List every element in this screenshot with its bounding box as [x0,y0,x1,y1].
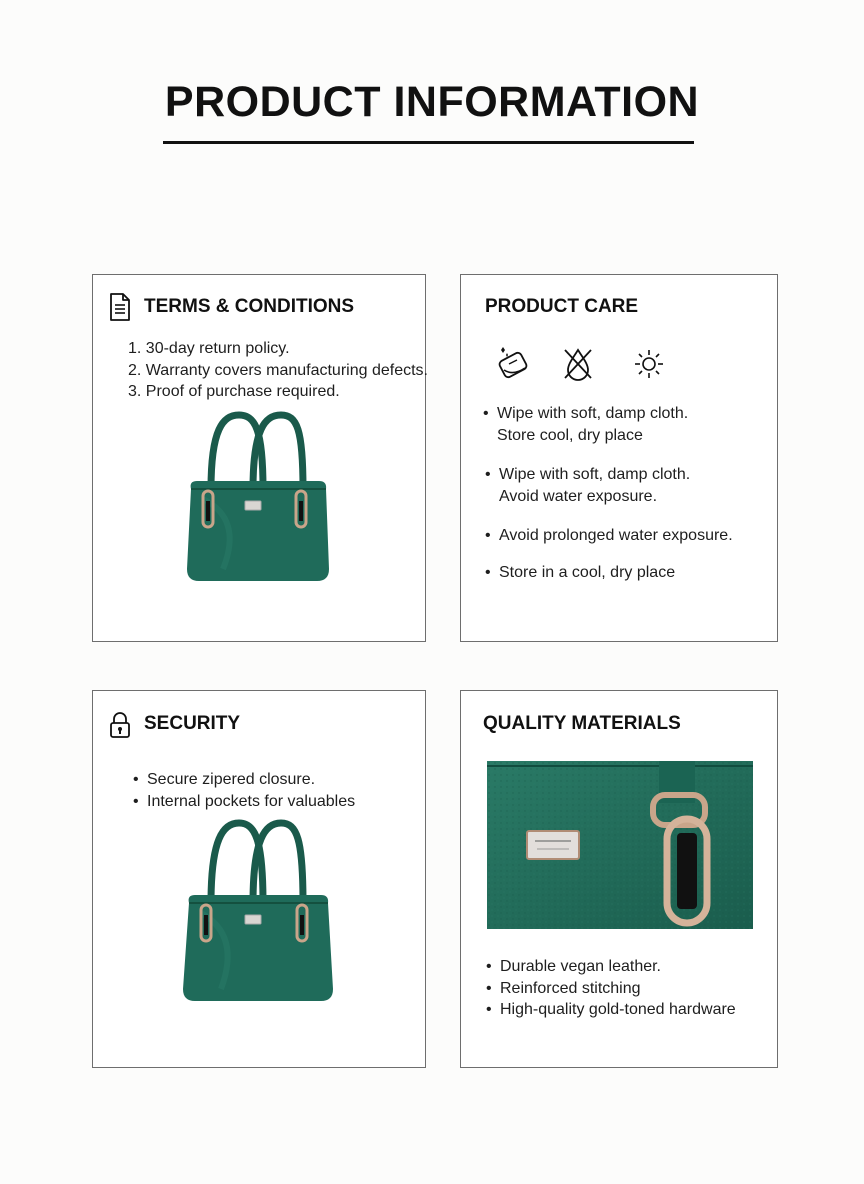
terms-card [92,274,426,642]
handbag-image [183,409,333,584]
care-item-line: Wipe with soft, damp cloth. [499,466,691,483]
security-list [133,769,355,812]
list-item: 1. 30-day return policy. [128,340,290,357]
care-item-line: Wipe with soft, damp cloth. [497,405,689,422]
care-item-1: • Wipe with soft, damp cloth. Store cool, dry place [483,403,688,447]
materials-card [460,690,778,1068]
leather-closeup-image [487,761,753,929]
care-item-line: Store in a cool, dry place [499,564,676,581]
care-title: PRODUCT CARE [485,296,639,317]
lock-icon [109,711,131,739]
care-card [460,274,778,642]
page-title: PRODUCT INFORMATION [164,78,700,126]
care-item-line: Avoid prolonged water exposure. [499,527,733,544]
materials-title: QUALITY MATERIALS [483,713,681,734]
materials-list [486,956,736,1021]
care-item-2: • Wipe with soft, damp cloth. Avoid water exposure. [485,464,690,508]
care-item-line: Store cool, dry place [497,427,643,444]
care-item-4: • Store in a cool, dry place [485,564,676,581]
list-item: • Reinforced stitching [486,979,641,997]
security-card [92,690,426,1068]
list-item: 3. Proof of purchase required. [128,383,340,400]
care-item-3: • Avoid prolonged water exposure. [485,527,733,544]
wipe-cloth-icon [495,346,531,380]
list-item: • Internal pockets for valuables [133,792,356,810]
handbag-image [179,817,337,1005]
care-item-line: Avoid water exposure. [499,488,658,505]
list-item: • Durable vegan leather. [486,958,661,975]
sun-icon [633,348,665,380]
terms-title: TERMS & CONDITIONS [144,296,355,317]
title-divider [163,141,694,144]
terms-list [128,338,428,403]
no-water-icon [561,346,595,382]
list-item: • Secure zipered closure. [133,771,316,788]
document-icon [109,293,131,321]
security-title: SECURITY [144,713,241,734]
list-item: 2. Warranty covers manufacturing defects. [128,361,428,379]
list-item: • High-quality gold-toned hardware [486,1001,736,1018]
